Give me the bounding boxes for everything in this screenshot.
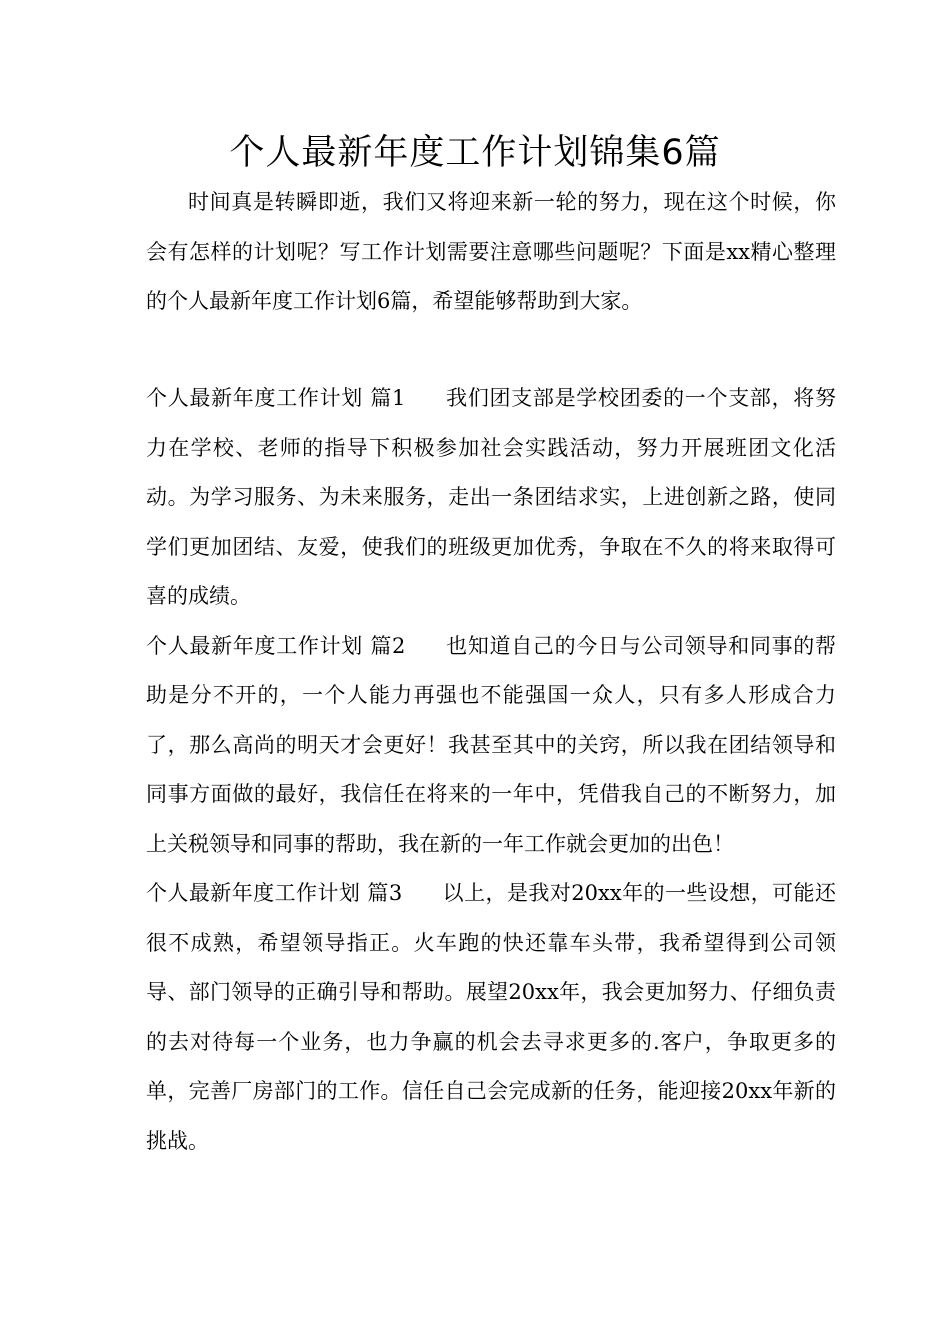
section-3 (146, 869, 836, 1166)
section-heading: 个人最新年度工作计划 篇3 (146, 881, 403, 905)
section-text: 也知道自己的今日与公司领导和同事的帮助是分不开的，一个人能力再强也不能强国一众人，只有多人形成合力了，那么高尚的明天才会更好！我甚至其中的关窍，所以我在团结领导和同事方面做的最好，我信任在将来的一年中，凭借我自己的不断努力，加上关税领导和同事的帮助，我在新的一年工作就会更加的出色！ (146, 633, 836, 856)
sections-container (146, 374, 836, 1166)
intro-paragraph: 时间真是转瞬即逝，我们又将迎来新一轮的努力，现在这个时候，你会有怎样的计划呢？写工作计划需要注意哪些问题呢？下面是xx精心整理的个人最新年度工作计划6篇，希望能够帮助到大家。 (146, 190, 836, 313)
section-text: 以上，是我对20xx年的一些设想，可能还很不成熟，希望领导指正。火车跑的快还靠车头带，我希望得到公司领导、部门领导的正确引导和帮助。展望20xx年，我会更加努力、仔细负责的去对待每一个业务，也力争赢的机会去寻求更多的.客户，争取更多的单，完善厂房部门的工作。信任自己会完成新的任务，能迎接20xx年新的挑战。 (146, 881, 836, 1153)
section-text: 我们团支部是学校团委的一个支部，将努力在学校、老师的指导下积极参加社会实践活动，努力开展班团文化活动。为学习服务、为未来服务，走出一条团结求实，上进创新之路，使同学们更加团结、友爱，使我们的班级更加优秀，争取在不久的将来取得可喜的成绩。 (146, 386, 836, 608)
document-title: 个人最新年度工作计划锦集6篇 (229, 133, 721, 173)
section-2 (146, 622, 836, 870)
section-paragraph (146, 869, 836, 1166)
section-paragraph (146, 622, 836, 870)
section-heading: 个人最新年度工作计划 篇2 (146, 633, 406, 658)
section-paragraph (146, 374, 836, 622)
section-heading: 个人最新年度工作计划 篇1 (146, 386, 406, 410)
section-1 (146, 374, 836, 622)
